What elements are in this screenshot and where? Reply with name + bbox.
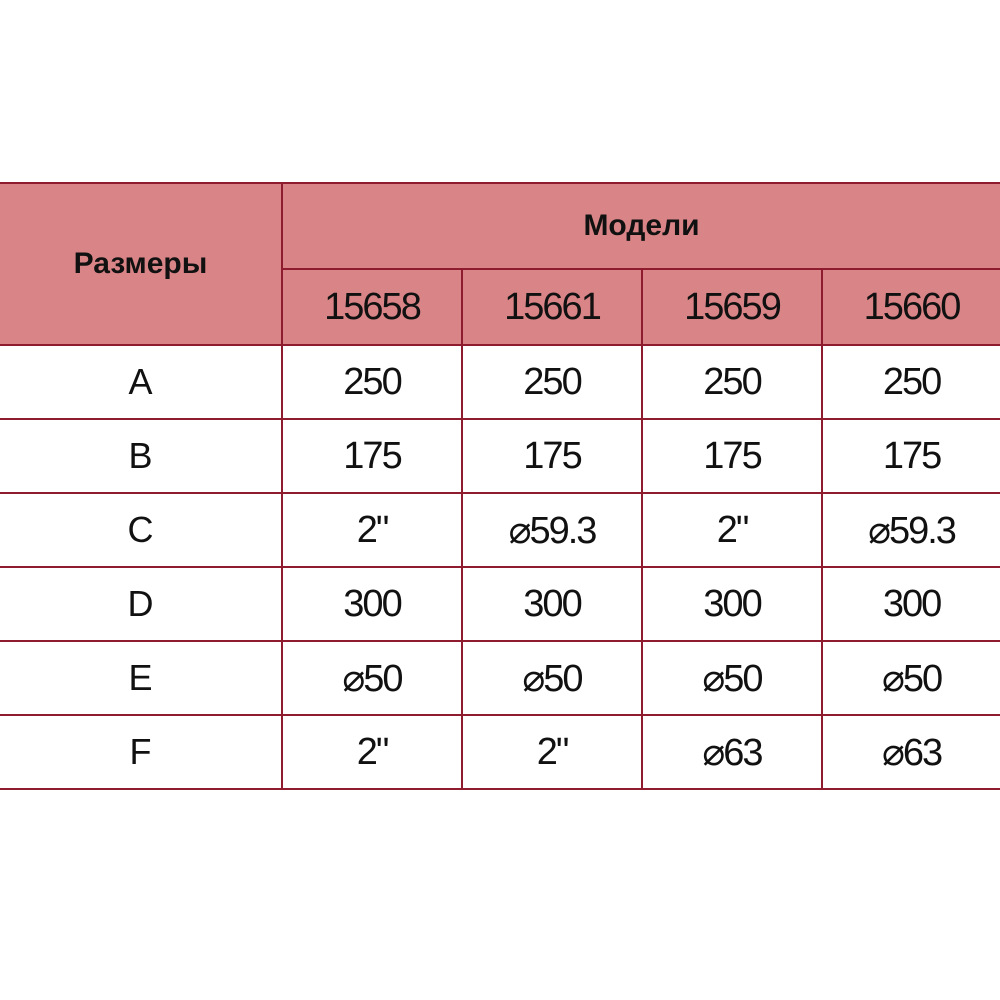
table-row [0, 715, 1000, 789]
value-cell: 175 [282, 419, 462, 493]
value-cell: 250 [462, 345, 642, 419]
value-cell: 2" [642, 493, 822, 567]
value-cell: 2" [462, 715, 642, 789]
value-cell: 250 [282, 345, 462, 419]
value-cell: ⌀50 [642, 641, 822, 715]
value-cell: ⌀63 [642, 715, 822, 789]
value-cell: ⌀50 [822, 641, 1000, 715]
table-row [0, 345, 1000, 419]
value-cell: 250 [642, 345, 822, 419]
value-cell: ⌀63 [822, 715, 1000, 789]
models-header: Модели [282, 183, 1000, 269]
header-row [0, 183, 1000, 269]
row-label: C [0, 493, 282, 567]
value-cell: 175 [822, 419, 1000, 493]
row-label: E [0, 641, 282, 715]
sizes-header: Размеры [0, 183, 282, 345]
model-header-cell: 15660 [822, 269, 1000, 345]
model-header-cell: 15658 [282, 269, 462, 345]
table-row [0, 567, 1000, 641]
value-cell: 300 [642, 567, 822, 641]
row-label: F [0, 715, 282, 789]
value-cell: 2" [282, 715, 462, 789]
row-label: D [0, 567, 282, 641]
value-cell: ⌀59.3 [462, 493, 642, 567]
model-header-cell: 15659 [642, 269, 822, 345]
value-cell: 2" [282, 493, 462, 567]
row-label: A [0, 345, 282, 419]
value-cell: 300 [462, 567, 642, 641]
dimensions-table [0, 182, 1000, 790]
value-cell: 300 [282, 567, 462, 641]
value-cell: 250 [822, 345, 1000, 419]
value-cell: 175 [642, 419, 822, 493]
row-label: B [0, 419, 282, 493]
value-cell: ⌀59.3 [822, 493, 1000, 567]
value-cell: ⌀50 [282, 641, 462, 715]
table-row [0, 641, 1000, 715]
value-cell: 300 [822, 567, 1000, 641]
value-cell: ⌀50 [462, 641, 642, 715]
value-cell: 175 [462, 419, 642, 493]
table-row [0, 493, 1000, 567]
model-header-cell: 15661 [462, 269, 642, 345]
table-row [0, 419, 1000, 493]
